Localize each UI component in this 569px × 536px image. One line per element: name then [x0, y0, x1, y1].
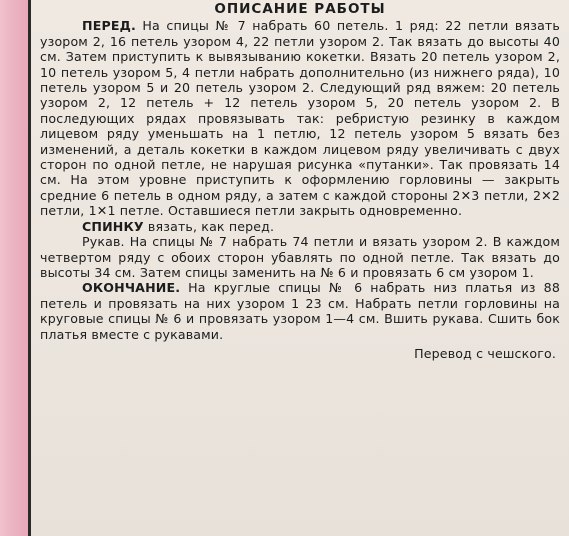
margin-rule	[28, 0, 31, 536]
paragraph-lead-back: СПИНКУ	[82, 218, 144, 234]
paragraph-text-sleeve: Рукав. На спицы № 7 набрать 74 петли и вязать узором 2. В каждом четвертом ряду с обоих сторон убавлять по одной петле. Так вязать до высоты 34 см. Затем спицы заменить на № 6 и провязать 6 см узором 1.	[40, 234, 560, 280]
pattern-description	[40, 2, 560, 361]
paragraph-text-finishing: На круглые спицы № 6 набрать низ платья из 88 петель и провязать на них узором 1 23 см. Набрать петли горловины на круговые спицы № 6 и провязать узором 1—4 см. Вшить рукава. Сшить бок платья вместе с рукавами.	[40, 280, 560, 342]
paragraph-lead-front: ПЕРЕД.	[82, 18, 136, 34]
paragraph-text-back: вязать, как перед.	[143, 218, 275, 234]
paragraph-text-front: На спицы № 7 набрать 60 петель. 1 ряд: 22 петли вязать узором 2, 16 петель узором 4, 22 петли узором 2. Так вязать до высоты 40 см. Затем приступить к вывязыванию кокетки. Вязать 20 петель узором 2, 10 петель узором 5, 4 петли набрать дополнительно (из нижнего ряда), 10 петель узором 5 и 20 петель узором 2. Следующий ряд вяжем: 20 петель узором 2, 12 петель + 12 петель узором 5, 20 петель узором 2. В последующих рядах провязывать так: ребристую резинку в каждом лицевом ряду уменьшать на 1 петлю, 12 петель узором 5 вязать без изменений, а деталь кокетки в каждом лицевом ряду увеличивать с двух сторон по одной петле, не нарушая рисунка «путанки». Так провязать 14 см. На этом уровне приступить к оформлению горловины — закрыть средние 6 петель в одном ряду, а затем с каждой стороны 2✕3 петли, 2✕2 петли, 1✕1 петле. Оставшиеся петли закрыть одновременно.	[40, 18, 560, 219]
paragraph-lead-finishing: ОКОНЧАНИЕ.	[82, 280, 181, 296]
translation-credit: Перевод с чешского.	[414, 345, 556, 361]
paragraph-sleeve	[40, 234, 560, 280]
paragraph-finishing	[40, 280, 560, 342]
section-title: ОПИСАНИЕ РАБОТЫ	[214, 1, 386, 17]
paragraph-front	[40, 18, 560, 218]
paragraph-back	[40, 219, 560, 234]
pink-margin-strip	[0, 0, 28, 536]
